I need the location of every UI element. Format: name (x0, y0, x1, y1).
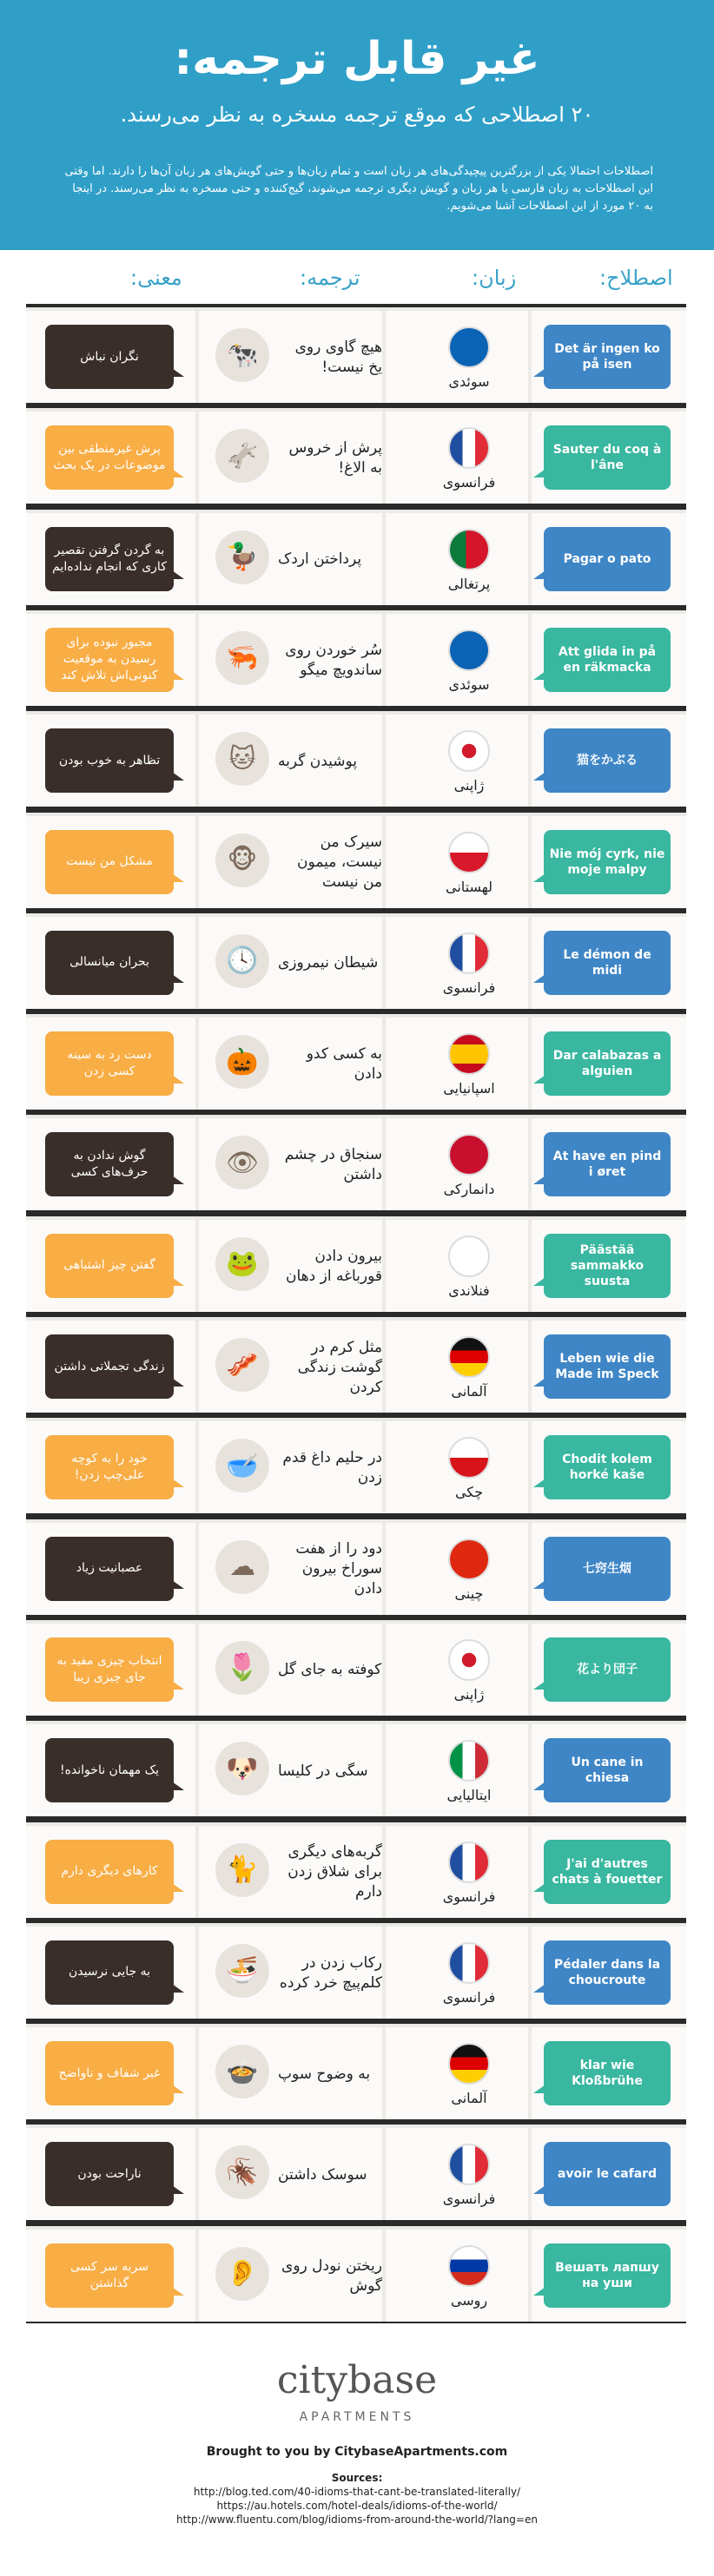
column-separator (195, 816, 199, 908)
meaning-bubble: سربه سر کسی گذاشتن (45, 2243, 174, 2308)
translation-text: مثل کرم در گوشت زندگی کردن (297, 1338, 382, 1396)
flag-icon-france (448, 1942, 490, 1984)
column-separator (195, 1927, 199, 2019)
column-separator (195, 1826, 199, 1918)
column-separator (195, 1018, 199, 1110)
idiom-bubble: J'ai d'autres chats à fouetter (544, 1840, 671, 1904)
column-separator (382, 1724, 386, 1816)
idiom-bubble: Det är ingen ko på isen (544, 325, 671, 389)
column-separator (382, 715, 386, 807)
meaning-bubble: کارهای دیگری دارم (45, 1840, 174, 1904)
column-separator (382, 2230, 386, 2322)
meaning-bubble: مشکل من نیست (45, 830, 174, 894)
column-separator (382, 614, 386, 706)
idiom-bubble: Leben wie die Made im Speck (544, 1334, 671, 1399)
column-separator (195, 2128, 199, 2220)
column-separator (382, 1826, 386, 1918)
flower-icon: 🌷 (215, 1641, 269, 1695)
table-row (26, 1721, 686, 1820)
language-label: فنلاندی (448, 1281, 490, 1299)
idiom-bubble: Pédaler dans la choucroute (544, 1940, 671, 2005)
translation-text: هیچ گاوی روی یخ نیست! (294, 339, 382, 376)
idiom-bubble: 七窍生烟 (544, 1537, 671, 1601)
idiom-bubble: At have en pind i øret (544, 1132, 671, 1196)
column-separator (195, 311, 199, 403)
meaning-bubble: به جایی نرسیدن (45, 1940, 174, 2005)
shrimp-icon: 🦐 (215, 631, 269, 685)
column-separator (528, 2230, 532, 2322)
bacon-icon: 🥓 (215, 1338, 269, 1392)
idiom-bubble: 花より団子 (544, 1637, 671, 1702)
meaning-bubble: بحران میانسالی (45, 931, 174, 995)
meaning-bubble: نگران نباش (45, 325, 174, 389)
clock-icon: 🕓 (215, 934, 269, 988)
monkey-icon: 🐵 (215, 833, 269, 887)
translation-text: پرداختن اردک (278, 550, 362, 569)
language-label: روسی (450, 2291, 488, 2309)
column-separator (382, 1018, 386, 1110)
flag-icon-portugal (448, 529, 490, 570)
meaning-bubble: گوش ندادن به حرف‌های کسی (45, 1132, 174, 1196)
column-separator (528, 1927, 532, 2019)
flag-icon-france (448, 2144, 490, 2185)
meaning-bubble: دست رد به سینه کسی زدن (45, 1031, 174, 1096)
column-separator (382, 2128, 386, 2220)
language-label: چکی (454, 1484, 484, 1501)
flag-icon-japan (448, 1639, 490, 1681)
translation-text: سنجاق در چشم داشتن (284, 1146, 382, 1184)
column-separator (195, 1523, 199, 1615)
language-label: ژاپنی (453, 777, 485, 794)
idiom-bubble: Вешать лапшу на уши (544, 2243, 671, 2308)
black-cat-icon: 🐈 (215, 1843, 269, 1897)
meaning-bubble: یک مهمان ناخوانده! (45, 1738, 174, 1802)
column-separator (195, 2230, 199, 2322)
intro-paragraph: اصطلاحات احتمالا یکی از بزرگترین پیچیدگی‌های هر زبان است و تمام زبان‌ها و حتی گویش‌های هر زبان آن‌ها را دارند. اما وقتی این اصطلاحات به زبان فارسی یا هر زبان و گویش دیگری ترجمه می‌شوند، گیج‌کننده و حتی مسخره به نظر می‌رسند. در اینجا به ۲۰ مورد از این اصطلاحات آشنا می‌شویم. (64, 165, 653, 213)
column-separator (195, 1724, 199, 1816)
column-separator (528, 412, 532, 504)
meaning-bubble: عصبانیت زیاد (45, 1537, 174, 1601)
table-row (26, 913, 686, 1012)
row-card (26, 1523, 686, 1615)
translation-text: سگی در کلیسا (278, 1762, 368, 1780)
header-banner (0, 0, 714, 250)
duck-icon: 🦆 (215, 530, 269, 584)
flag-icon-czech (448, 1437, 490, 1479)
language-label: سوئدی (448, 373, 490, 390)
column-separator (382, 1220, 386, 1312)
translation-text: ریختن نودل روی گوش (281, 2256, 382, 2295)
language-label: فرانسوی (442, 474, 496, 491)
brought-to-you-text: Brought to you by CitybaseApartments.com (206, 2445, 508, 2459)
column-separator (382, 2027, 386, 2119)
table-row (26, 610, 686, 709)
language-label: فرانسوی (442, 1888, 496, 1905)
table-row (26, 1923, 686, 2022)
translation-text: دود را از هفت سوراخ بیرون دادن (295, 1540, 382, 1598)
cat-icon: 🐱 (215, 732, 269, 786)
column-separator (382, 1118, 386, 1210)
meaning-bubble: انتخاب چیزی مفید به جای چیزی زیبا (45, 1637, 174, 1702)
meaning-bubble: به گردن گرفتن تقصیر کاری که انجام نداده‌ایم (45, 527, 174, 591)
meaning-bubble: تظاهر به خوب بودن (45, 728, 174, 793)
flag-icon-finland (448, 1235, 490, 1277)
meaning-bubble: ناراحت بودن (45, 2142, 174, 2206)
column-separator (195, 1321, 199, 1413)
row-card (26, 1118, 686, 1210)
column-heading-meaning: معنی: (130, 266, 182, 290)
translation-text: شیطان نیمروزی (278, 954, 379, 972)
row-card (26, 1421, 686, 1513)
language-label: فرانسوی (442, 2191, 496, 2208)
meaning-bubble: غیر شفاف و ناواضح (45, 2041, 174, 2105)
column-separator (195, 1421, 199, 1513)
language-label: ژاپنی (453, 1685, 485, 1703)
frog-icon: 🐸 (215, 1237, 269, 1291)
translation-text: سُر خوردن روی ساندویچ میگو (285, 641, 382, 679)
table-row (26, 2125, 686, 2224)
column-separator (382, 1624, 386, 1716)
row-card (26, 614, 686, 706)
page-subtitle: ۲۰ اصطلاحی که موقع ترجمه مسخره به نظر می‌رسند. (120, 102, 594, 127)
smoke-icon: ☁ (215, 1540, 269, 1594)
page-title: غیر قابل ترجمه: (174, 33, 540, 85)
idiom-bubble: Un cane in chiesa (544, 1738, 671, 1802)
row-card (26, 1220, 686, 1312)
column-separator (382, 1421, 386, 1513)
column-separator (528, 311, 532, 403)
column-separator (382, 1321, 386, 1413)
source-link[interactable]: http://blog.ted.com/40-idioms-that-cant-be-translated-literally/ (193, 2486, 521, 2498)
idiom-bubble: Sauter du coq à l'âne (544, 425, 671, 490)
column-separator (195, 1220, 199, 1312)
row-card (26, 2027, 686, 2119)
idiom-bubble: Päästää sammakko suusta (544, 1234, 671, 1298)
table-row (26, 1519, 686, 1618)
sources-list (0, 2471, 714, 2527)
column-separator (195, 917, 199, 1009)
idiom-bubble: Chodit kolem horké kaše (544, 1435, 671, 1499)
translation-text: کوفته به جای گل (278, 1661, 382, 1679)
column-separator (528, 614, 532, 706)
language-label: آلمانی (451, 1383, 487, 1400)
source-link[interactable]: http://www.fluentu.com/blog/idioms-from-around-the-world/?lang=en (176, 2513, 538, 2526)
table-row (26, 1822, 686, 1921)
table-row (26, 1115, 686, 1214)
meaning-bubble: پرش غیرمنطقی بین موضوعات در یک بحث (45, 425, 174, 490)
row-card (26, 1724, 686, 1816)
row-card (26, 2230, 686, 2322)
idiom-bubble: 猫をかぶる (544, 728, 671, 793)
porridge-icon: 🥣 (215, 1439, 269, 1492)
table-row (26, 711, 686, 810)
row-card (26, 412, 686, 504)
table-row (26, 2024, 686, 2123)
language-label: فرانسوی (442, 978, 496, 996)
row-card (26, 715, 686, 807)
translation-text: پرش از خروس به الاغ! (288, 439, 382, 478)
row-card (26, 1927, 686, 2019)
sauerkraut-icon: 🍜 (215, 1944, 269, 1998)
flag-icon-sweden (448, 326, 490, 368)
flag-icon-germany (448, 1336, 490, 1378)
column-separator (528, 1220, 532, 1312)
idiom-bubble: Le démon de midi (544, 931, 671, 995)
language-label: پرتغالی (447, 575, 491, 592)
soup-icon: 🍲 (215, 2045, 269, 2098)
column-separator (528, 917, 532, 1009)
column-heading-translation: ترجمه: (300, 266, 360, 290)
table-row (26, 307, 686, 406)
language-label: لهستانی (445, 878, 493, 895)
column-separator (195, 412, 199, 504)
table-row (26, 2226, 686, 2325)
language-label: آلمانی (451, 2090, 487, 2107)
cow-icon: 🐄 (215, 328, 269, 382)
column-separator (382, 311, 386, 403)
citybase-logo: citybase (276, 2358, 438, 2402)
column-separator (528, 715, 532, 807)
flag-icon-france (448, 427, 490, 469)
flag-icon-china (448, 1538, 490, 1580)
column-separator (528, 1624, 532, 1716)
flag-icon-japan (448, 730, 490, 772)
column-separator (195, 715, 199, 807)
sources-label: Sources: (331, 2472, 383, 2484)
table-row (26, 1014, 686, 1113)
cockroach-icon: 🪳 (215, 2145, 269, 2199)
column-separator (195, 2027, 199, 2119)
row-card (26, 816, 686, 908)
table-row (26, 510, 686, 609)
citybase-logo-subtitle: APARTMENTS (299, 2410, 415, 2424)
column-separator (382, 816, 386, 908)
idiom-bubble: avoir le cafard (544, 2142, 671, 2206)
flag-icon-germany (448, 2043, 490, 2085)
idiom-bubble: klar wie Kloßbrühe (544, 2041, 671, 2105)
column-separator (528, 816, 532, 908)
meaning-bubble: مجبور نبوده برای رسیدن به موقعیت کنونی‌اش تلاش کند (45, 628, 174, 692)
language-label: فرانسوی (442, 1988, 496, 2006)
translation-text: رکاب زدن در کلم‌پیچ خرد کرده (279, 1953, 382, 1992)
column-separator (195, 1118, 199, 1210)
translation-text: سوسک داشتن (278, 2165, 367, 2184)
row-card (26, 917, 686, 1009)
flag-icon-sweden (448, 629, 490, 671)
source-link[interactable]: https://au.hotels.com/hotel-deals/idioms-of-the-world/ (216, 2500, 498, 2512)
donkey-icon: 🫏 (215, 429, 269, 483)
translation-text: به کسی کدو دادن (306, 1045, 382, 1084)
column-separator (528, 2027, 532, 2119)
eye-icon: 👁 (215, 1136, 269, 1189)
column-separator (382, 1523, 386, 1615)
language-label: اسپانیایی (443, 1080, 495, 1097)
row-card (26, 1018, 686, 1110)
row-card (26, 1624, 686, 1716)
table-row (26, 1620, 686, 1719)
flag-icon-italy (448, 1740, 490, 1782)
column-heading-idiom: اصطلاح: (599, 266, 673, 290)
column-separator (195, 513, 199, 605)
column-separator (382, 1927, 386, 2019)
flag-icon-russia (448, 2245, 490, 2287)
column-separator (195, 1624, 199, 1716)
column-separator (382, 513, 386, 605)
language-label: چینی (454, 1584, 484, 1602)
row-card (26, 513, 686, 605)
table-row (26, 408, 686, 507)
flag-icon-poland (448, 832, 490, 873)
flag-icon-spain (448, 1033, 490, 1075)
table-row (26, 1216, 686, 1315)
table-row (26, 1317, 686, 1416)
column-separator (195, 614, 199, 706)
dog-icon: 🐶 (215, 1742, 269, 1795)
flag-icon-france (448, 932, 490, 974)
row-card (26, 2128, 686, 2220)
table-row (26, 813, 686, 912)
translation-text: پوشیدن گربه (278, 752, 358, 770)
translation-text: در حلیم داغ قدم زدن (282, 1449, 382, 1487)
idiom-bubble: Nie mój cyrk, nie moje malpy (544, 830, 671, 894)
language-label: ایتالیایی (446, 1787, 492, 1804)
language-label: دانمارکی (443, 1181, 495, 1198)
idiom-bubble: Att glida in på en räkmacka (544, 628, 671, 692)
translation-text: بیرون دادن قورباغه از دهان (286, 1247, 382, 1285)
translation-text: گربه‌های دیگری برای شلاق زدن دارم (288, 1843, 382, 1901)
column-separator (528, 1321, 532, 1413)
pumpkin-icon: 🎃 (215, 1035, 269, 1089)
column-separator (528, 1018, 532, 1110)
translation-text: سیرک من نیست، میمون من نیست (297, 833, 382, 891)
meaning-bubble: گفتن چیز اشتباهی (45, 1234, 174, 1298)
flag-icon-france (448, 1841, 490, 1883)
column-separator (528, 1826, 532, 1918)
column-separator (528, 1523, 532, 1615)
idiom-bubble: Dar calabazas a alguien (544, 1031, 671, 1096)
row-card (26, 1826, 686, 1918)
column-heading-language: زبان: (472, 266, 517, 290)
column-separator (528, 1724, 532, 1816)
flag-icon-denmark (448, 1134, 490, 1176)
table-row (26, 1418, 686, 1517)
column-separator (528, 513, 532, 605)
column-separator (382, 917, 386, 1009)
column-separator (528, 2128, 532, 2220)
column-separator (528, 1421, 532, 1513)
column-separator (382, 412, 386, 504)
row-card (26, 311, 686, 403)
row-card (26, 1321, 686, 1413)
idiom-bubble: Pagar o pato (544, 527, 671, 591)
meaning-bubble: زندگی تجملاتی داشتن (45, 1334, 174, 1399)
column-separator (528, 1118, 532, 1210)
meaning-bubble: خود را به کوچه علی‌چپ زدن! (45, 1435, 174, 1499)
language-label: سوئدی (448, 675, 490, 693)
translation-text: به وضوح سوپ (278, 2065, 371, 2083)
ear-icon: 👂 (215, 2247, 269, 2301)
